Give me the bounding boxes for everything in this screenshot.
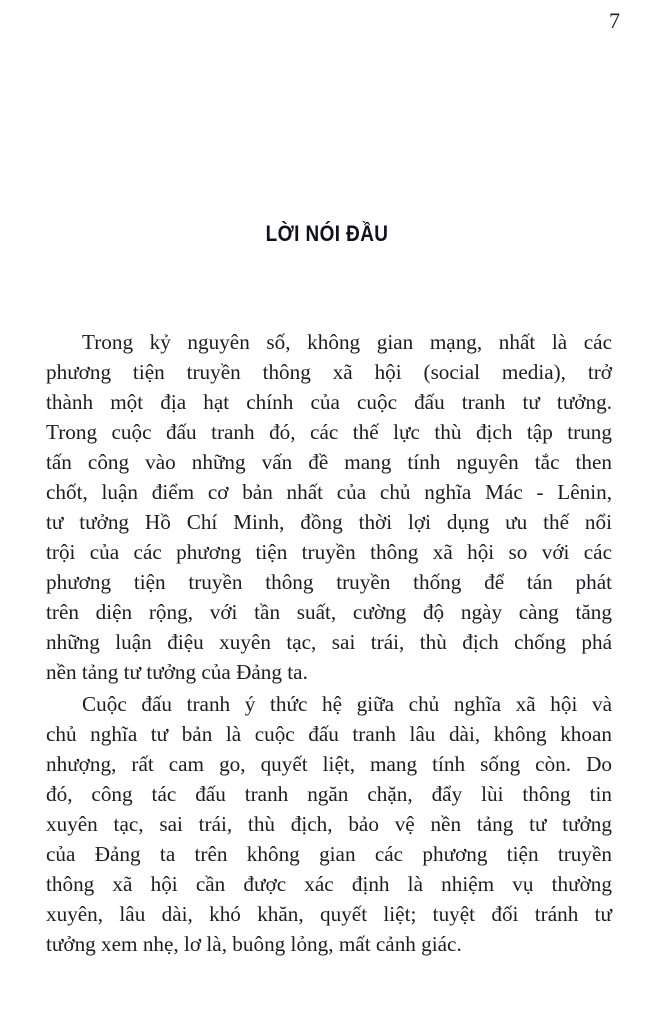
- text-line: chốt, luận điểm cơ bản nhất của chủ nghĩa Mác - Lênin,: [46, 480, 612, 504]
- text-line: phương tiện truyền thông truyền thống để tán phát: [46, 570, 612, 594]
- text-line: trên diện rộng, với tần suất, cường độ ngày càng tăng: [46, 600, 612, 624]
- text-line: tấn công vào những vấn đề mang tính nguyên tắc then: [46, 450, 612, 474]
- text-line: những luận điệu xuyên tạc, sai trái, thù địch chống phá: [46, 630, 612, 654]
- page-number: 7: [609, 8, 620, 33]
- text-line: tưởng xem nhẹ, lơ là, buông lỏng, mất cảnh giác.: [46, 932, 462, 956]
- text-line: xuyên, lâu dài, khó khăn, quyết liệt; tuyệt đối tránh tư: [46, 902, 612, 926]
- text-line: nền tảng tư tưởng của Đảng ta.: [46, 660, 308, 684]
- text-line: tư tưởng Hồ Chí Minh, đồng thời lợi dụng ưu thế nổi: [46, 510, 612, 534]
- text-line: nhượng, rất cam go, quyết liệt, mang tính sống còn. Do: [46, 752, 612, 776]
- text-line: Cuộc đấu tranh ý thức hệ giữa chủ nghĩa xã hội và: [82, 692, 612, 716]
- page-title: LỜI NÓI ĐẦU: [265, 221, 389, 246]
- text-line: thông xã hội cần được xác định là nhiệm vụ thường: [46, 872, 612, 896]
- text-line: chủ nghĩa tư bản là cuộc đấu tranh lâu dài, không khoan: [46, 722, 612, 746]
- text-line: Trong kỷ nguyên số, không gian mạng, nhất là các: [82, 330, 612, 354]
- text-line: phương tiện truyền thông xã hội (social media), trở: [46, 360, 612, 384]
- text-line: Trong cuộc đấu tranh đó, các thế lực thù địch tập trung: [46, 420, 612, 444]
- text-line: của Đảng ta trên không gian các phương tiện truyền: [46, 842, 612, 866]
- text-line: xuyên tạc, sai trái, thù địch, bảo vệ nền tảng tư tưởng: [46, 812, 612, 836]
- text-line: đó, công tác đấu tranh ngăn chặn, đẩy lùi thông tin: [46, 782, 612, 806]
- text-line: thành một địa hạt chính của cuộc đấu tranh tư tưởng.: [46, 390, 612, 414]
- text-line: trội của các phương tiện truyền thông xã hội so với các: [46, 540, 612, 564]
